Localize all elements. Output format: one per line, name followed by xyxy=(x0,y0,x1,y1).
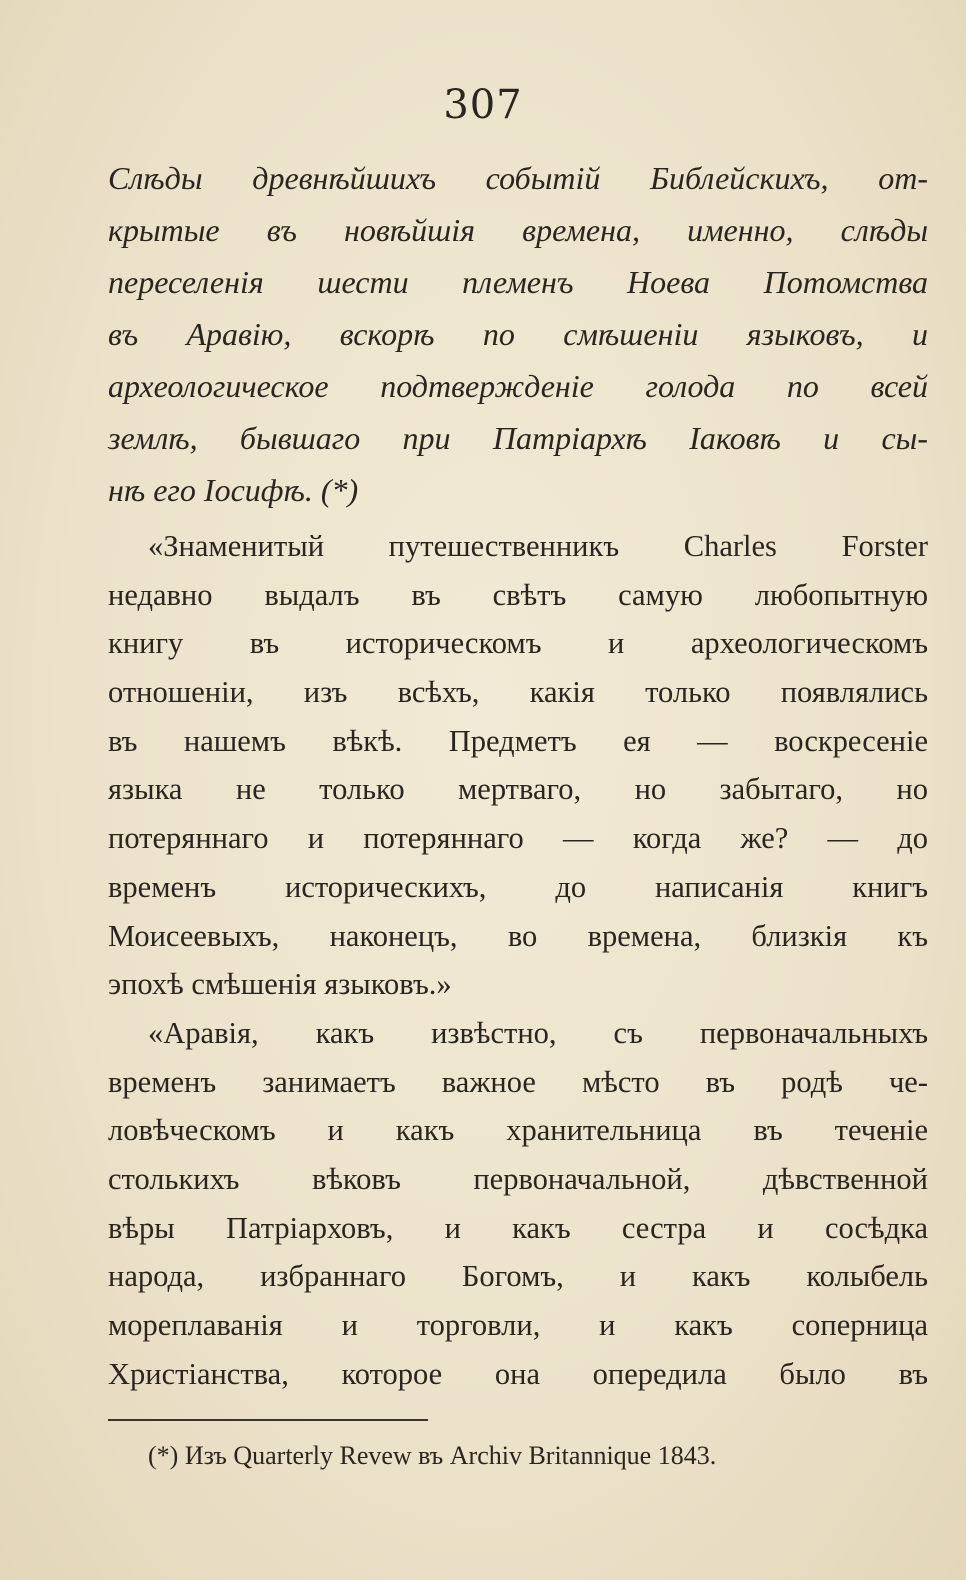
heading-line: археологическое подтвержденіе голода по всей xyxy=(108,368,928,404)
heading-line: въ Аравію, вскорѣ по смѣшеніи языковъ, и xyxy=(108,316,928,352)
paragraph-line: въ нашемъ вѣкѣ. Предметъ ея — воскресеніе xyxy=(108,723,928,758)
page-number: 307 xyxy=(443,82,523,128)
chapter-heading xyxy=(108,152,928,516)
footnote: (*) Изъ Quarterly Revew въ Archiv Britannique 1843. xyxy=(148,1441,717,1470)
paragraph-line: недавно выдалъ въ свѣтъ самую любопытную xyxy=(108,577,928,612)
paragraph-line: столькихъ вѣковъ первоначальной, дѣвственной xyxy=(108,1161,928,1196)
heading-line: нѣ его Іосифѣ. (*) xyxy=(108,472,359,508)
paragraph-line: книгу въ историческомъ и археологическомъ xyxy=(108,626,928,661)
paragraph-line: ловѣческомъ и какъ хранительница въ теченіе xyxy=(108,1113,928,1148)
paragraph-line: временъ историческихъ, до написанія книгъ xyxy=(108,869,928,904)
paragraph-line: вѣры Патріарховъ, и какъ сестра и сосѣдка xyxy=(108,1210,928,1245)
paragraph-line: языка не только мертваго, но забытаго, но xyxy=(108,772,928,807)
paragraph-line: «Аравія, какъ извѣстно, съ первоначальныхъ xyxy=(148,1015,928,1050)
heading-line: Слѣды древнѣйшихъ событій Библейскихъ, от- xyxy=(108,160,928,196)
paragraph-line: народа, избраннаго Богомъ, и какъ колыбель xyxy=(108,1259,928,1294)
paragraph-line: Христіанства, которое она опередила было въ xyxy=(108,1356,928,1391)
footnote-divider xyxy=(108,1419,428,1421)
body-text xyxy=(108,522,928,1398)
heading-line: землѣ, бывшаго при Патріархѣ Іаковѣ и сы- xyxy=(108,420,928,456)
paragraph-line: временъ занимаетъ важное мѣсто въ родѣ че- xyxy=(108,1064,928,1099)
paragraph-line: отношеніи, изъ всѣхъ, какія только появлялись xyxy=(108,675,928,710)
paragraph-line: Моисеевыхъ, наконецъ, во времена, близкія къ xyxy=(108,918,928,953)
heading-line: переселенія шести племенъ Ноева Потомства xyxy=(108,264,928,300)
paragraph-line: мореплаванія и торговли, и какъ соперница xyxy=(108,1308,928,1342)
heading-line: крытые въ новѣйшія времена, именно, слѣды xyxy=(108,212,928,248)
paragraph-line: потеряннаго и потеряннаго — когда же? — до xyxy=(108,821,928,856)
paragraph-line: эпохѣ смѣшенія языковъ.» xyxy=(108,967,452,1002)
paragraph-line: «Знаменитый путешественникъ Charles Forster xyxy=(148,529,928,563)
